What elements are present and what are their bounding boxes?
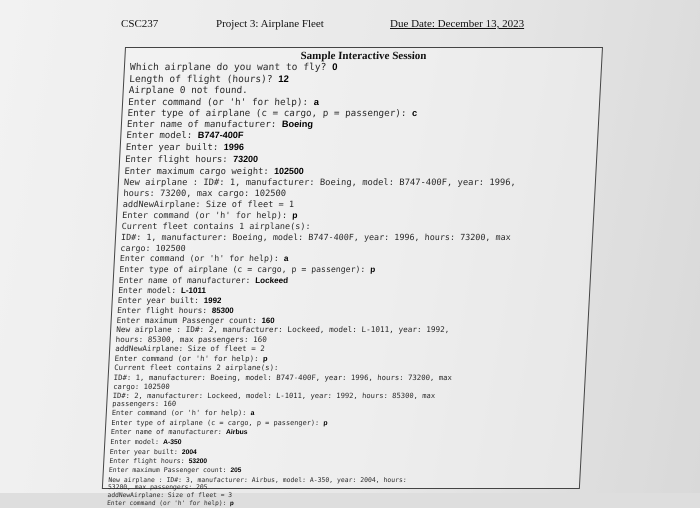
session-line [121,222,589,232]
session-line [123,189,591,200]
session-line [129,74,597,86]
session-line [113,382,580,391]
session-line [130,62,598,74]
session-input: 0 [331,62,338,73]
session-prompt: addNewAirplane: Size of fleet = 3 [107,492,233,500]
session-prompt: Enter command (or 'h' for help): [127,96,315,108]
session-line [127,108,595,119]
session-line [115,344,582,353]
session-prompt: Enter maximum Passenger count: [116,315,262,325]
session-input: p [323,419,328,427]
session-input: Lockeed [254,276,289,286]
session-prompt: Enter year built: [125,143,224,154]
session-line [107,492,574,500]
session-line [114,354,581,363]
session-input: 160 [261,315,275,325]
session-line [126,130,594,142]
session-prompt: Enter model: [117,286,182,296]
session-input: 2004 [181,448,197,456]
session-line [118,275,586,286]
sample-session-box [102,47,603,508]
session-prompt: Enter flight hours: [109,457,189,466]
session-prompt: Enter maximum Passenger count: [108,466,231,475]
session-prompt: ID#: 1, manufacturer: Boeing, model: B747-400F, year: 1996, hours: 73200, max [120,232,511,243]
session-prompt: cargo: 102500 [120,242,186,253]
session-line [114,363,581,372]
session-line [125,154,593,166]
session-prompt: New airplane : ID#: 1, manufacturer: Boeing, model: B747-400F, year: 1996, [123,178,517,189]
session-input: a [283,253,289,263]
session-line [118,286,586,296]
session-line [112,409,580,419]
session-prompt: Enter model: [110,437,164,446]
session-prompt: Length of flight (hours)? [129,73,279,85]
session-line [108,476,575,484]
session-prompt: hours: 73200, max cargo: 102500 [123,189,287,199]
course-code: CSC237 [121,18,159,30]
session-prompt: hours: 85300, max passengers: 160 [115,334,268,344]
session-prompt: Current fleet contains 1 airplane(s): [121,221,311,232]
project-title: Project 3: Airplane Fleet [216,18,324,30]
session-input: A-350 [162,438,182,446]
session-line [110,448,577,458]
session-line [111,428,579,438]
session-input: 102500 [273,166,304,177]
session-prompt: ID#: 2, manufacturer: Lockeed, model: L-1011, year: 1992, hours: 85300, max [112,390,436,400]
session-input: Boeing [281,119,314,130]
session-line [120,253,588,264]
session-prompt: passengers: 160 [112,398,177,408]
session-prompt: Enter name of manufacturer: [118,275,256,286]
session-line [128,85,596,96]
session-prompt: Airplane 0 not found. [128,85,249,97]
session-prompt: Enter maximum cargo weight: [124,167,275,178]
session-line [113,373,580,382]
session-prompt: addNewAirplane: Size of fleet = 1 [122,199,295,210]
session-line [128,97,596,108]
session-prompt: Enter type of airplane (c = cargo, p = passenger): [111,418,324,427]
session-line [117,306,585,316]
session-input: a [250,409,255,417]
session-prompt: New airplane : ID#: 3, manufacturer: Airbus, model: A-350, year: 2004, hours: [108,475,407,484]
session-input: 12 [277,73,290,85]
session-line [109,466,576,475]
session-line [115,335,582,345]
session-prompt: Enter type of airplane (c = cargo, p = passenger): [119,264,371,275]
session-input: p [370,265,376,275]
session-input: c [411,107,418,118]
session-input: B747-400F [197,130,244,141]
session-prompt: Enter year built: [109,447,183,456]
session-line [121,232,589,242]
session-prompt: Enter type of airplane (c = cargo, p = passenger): [127,107,413,119]
session-line [117,296,585,306]
session-line [125,142,593,154]
session-line [119,264,587,275]
session-line [122,210,590,222]
session-input: a [313,96,320,107]
session-prompt: Enter command (or 'h' for help): [114,353,264,363]
session-prompt: Which airplane do you want to fly? [129,62,333,73]
session-prompt: cargo: 102500 [112,381,170,391]
session-line [113,391,580,400]
session-input: p [262,353,268,363]
session-prompt: Enter command (or 'h' for help): [111,408,251,417]
session-input: 85300 [211,305,234,315]
session-prompt: Enter command (or 'h' for help): [119,252,285,263]
session-prompt: Enter name of manufacturer: [126,119,283,131]
session-input: 53200 [188,458,208,466]
session-line [124,166,592,178]
session-input: L-1011 [180,286,207,296]
session-input: p [292,210,298,221]
session-input: 205 [230,467,242,475]
session-prompt: Enter command (or 'h' for help): [106,500,231,508]
session-prompt: Enter model: [126,131,199,142]
session-prompt: Enter flight hours: [124,155,234,166]
due-date: Due Date: December 13, 2023 [390,18,525,30]
session-line [116,325,584,335]
session-input: 73200 [232,154,259,165]
session-line [108,484,575,492]
session-prompt: Current fleet contains 2 airplane(s): [113,363,279,373]
session-line [110,438,578,448]
session-prompt: Enter flight hours: [116,305,213,315]
session-line [116,316,584,326]
session-prompt: Enter name of manufacturer: [110,428,227,437]
session-prompt: Enter year built: [117,296,204,306]
session-prompt: addNewAirplane: Size of fleet = 2 [114,344,266,354]
session-prompt: 53200, max passengers: 205 [107,484,208,492]
session-input: p [229,500,234,508]
session-input: 1992 [203,296,222,306]
session-transcript [107,62,597,508]
session-line [127,119,595,130]
session-line [112,400,579,409]
session-line [122,200,590,211]
session-line [107,500,574,508]
session-input: Airbus [225,429,248,437]
session-title: Sample Interactive Session [300,50,427,62]
session-prompt: Enter command (or 'h' for help): [121,211,293,222]
session-line [111,419,579,429]
session-line [109,457,576,466]
session-line [124,178,592,189]
session-line [120,243,588,253]
session-prompt: New airplane : ID#: 2, manufacturer: Lockeed, model: L-1011, year: 1992, [115,325,450,335]
session-input: 1996 [223,142,245,153]
session-prompt: ID#: 1, manufacturer: Boeing, model: B747-400F, year: 1996, hours: 73200, max [113,372,453,382]
